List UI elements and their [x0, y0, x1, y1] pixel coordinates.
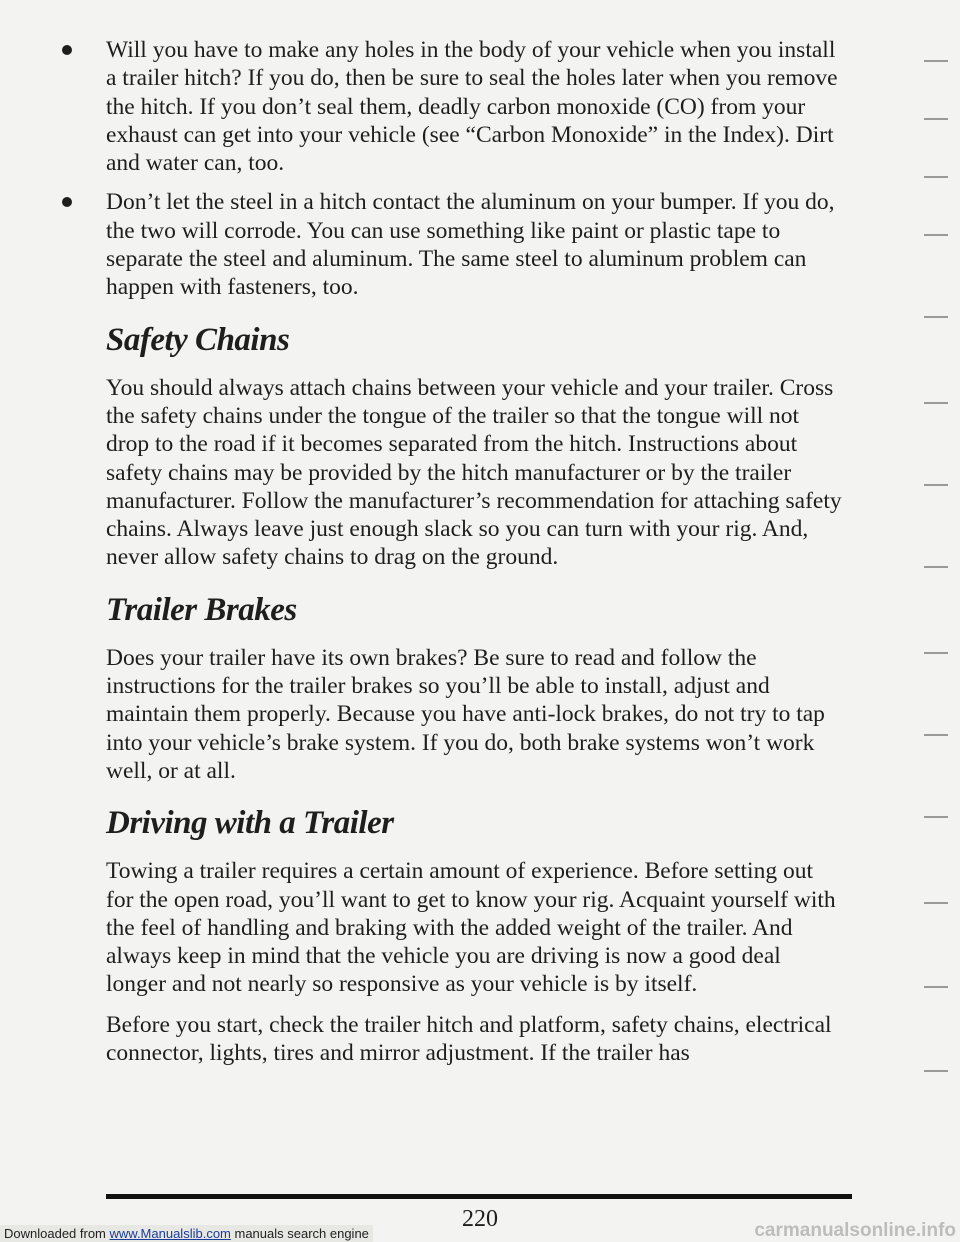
- margin-mark: [924, 402, 948, 404]
- watermark: carmanualsonline.info: [754, 1220, 956, 1241]
- bullet-item: [106, 188, 846, 301]
- margin-mark: [924, 816, 948, 818]
- download-footer: [0, 1225, 373, 1242]
- section-heading-driving-with-trailer: Driving with a Trailer: [106, 805, 394, 842]
- margin-mark: [924, 652, 948, 654]
- section-heading-trailer-brakes: Trailer Brakes: [106, 591, 297, 628]
- bullet-text: Will you have to make any holes in the body of your vehicle when you install a trailer hitch? If you do, then be sure to seal the holes later when you remove the hitch. If you don’t seal them, deadly carbon monoxide (CO) from your exhaust can get into your vehicle (see “Carbon Monoxide” in the Index). Dirt and water can, too.: [106, 37, 838, 177]
- manualslib-link[interactable]: www.Manualslib.com: [109, 1226, 231, 1241]
- margin-mark: [924, 986, 948, 988]
- margin-mark: [924, 566, 948, 568]
- margin-mark: [924, 234, 948, 236]
- footer-rule: [106, 1194, 852, 1199]
- margin-mark: [924, 734, 948, 736]
- margin-mark: [924, 902, 948, 904]
- bullet-dot-icon: [62, 45, 72, 55]
- section-heading-safety-chains: Safety Chains: [106, 321, 290, 358]
- section-paragraph: Towing a trailer requires a certain amount of experience. Before setting out for the open road, you’ll want to get to know your rig. Acquaint yourself with the feel of handling and braking with the added weight of the trailer. And always keep in mind that the vehicle you are driving is now a good deal longer and not nearly so responsive as your vehicle is by itself.: [106, 858, 836, 998]
- margin-mark: [924, 60, 948, 62]
- margin-mark: [924, 1070, 948, 1072]
- bullet-text: Don’t let the steel in a hitch contact the aluminum on your bumper. If you do, the two will corrode. You can use something like paint or plastic tape to separate the steel and aluminum. The same steel to aluminum problem can happen with fasteners, too.: [106, 189, 835, 301]
- footer-suffix: manuals search engine: [230, 1226, 369, 1241]
- section-paragraph: You should always attach chains between your vehicle and your trailer. Cross the safety chains under the tongue of the trailer so that the tongue will not drop to the road if it becomes separated from the hitch. Instructions about safety chains may be provided by the hitch manufacturer or by the trailer manufacturer. Follow the manufacturer’s recommendation for attaching safety chains. Always leave just enough slack so you can turn with your rig. And, never allow safety chains to drag on the ground.: [106, 374, 842, 571]
- page-content: [106, 36, 846, 1079]
- bullet-list: [106, 36, 846, 302]
- section-paragraph: Does your trailer have its own brakes? Be sure to read and follow the instructions for the trailer brakes so you’ll be able to install, adjust and maintain them properly. Because you have anti-lock brakes, do not try to tap into your vehicle’s brake system. If you do, both brake systems won’t work well, or at all.: [106, 644, 825, 784]
- bullet-item: [106, 36, 846, 177]
- bullet-dot-icon: [62, 197, 72, 207]
- margin-mark: [924, 118, 948, 120]
- page-number: 220: [462, 1206, 498, 1232]
- margin-mark: [924, 316, 948, 318]
- margin-mark: [924, 176, 948, 178]
- footer-prefix: Downloaded from: [4, 1226, 110, 1241]
- margin-mark: [924, 484, 948, 486]
- section-paragraph: Before you start, check the trailer hitch and platform, safety chains, electrical connector, lights, tires and mirror adjustment. If the trailer has: [106, 1011, 832, 1067]
- margin-marks: [924, 0, 960, 1160]
